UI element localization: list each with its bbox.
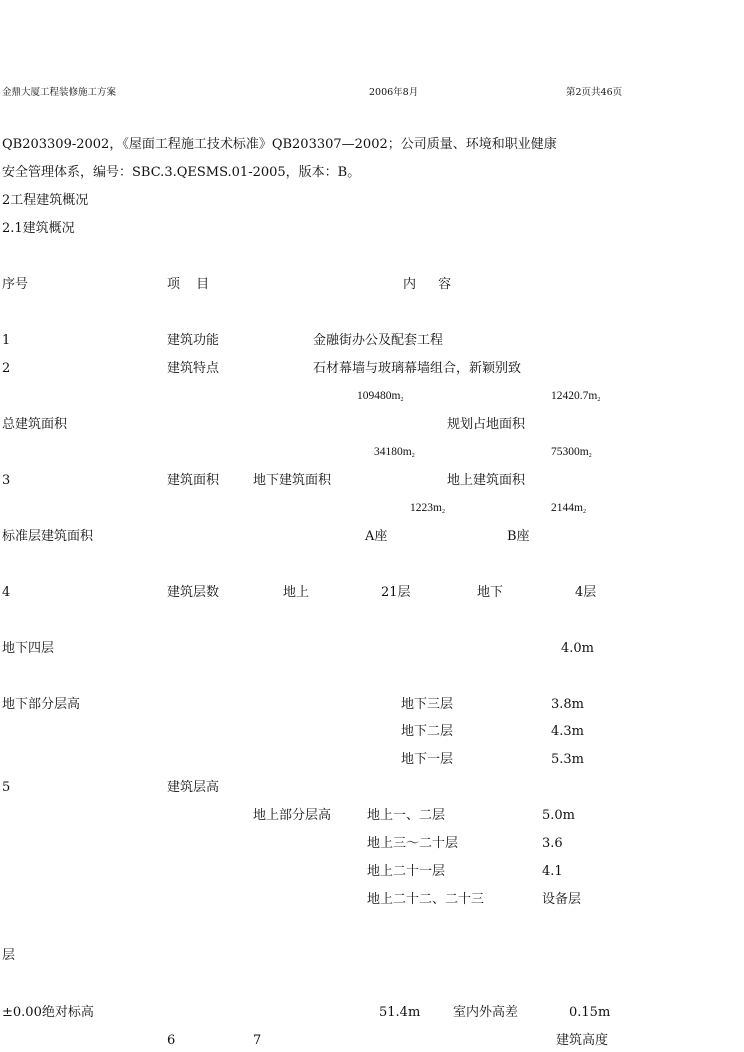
basement-1-label: 地下一层	[401, 752, 454, 767]
row-7-number: 7	[253, 1033, 262, 1048]
indoor-outdoor-diff-value: 0.15m	[569, 1005, 611, 1020]
basement-2-height: 4.3m	[551, 724, 585, 739]
floors-below-label: 地下	[477, 585, 504, 600]
tower-a-area-value: $1223m_2$	[410, 502, 445, 515]
floor-3-20-height: 3.6	[542, 836, 563, 851]
basement-4-height: 4.0m	[561, 641, 595, 656]
floors-above-label: 地上	[283, 585, 310, 600]
floor-3-20-label: 地上三～二十层	[367, 836, 459, 851]
building-height-label: 建筑高度	[556, 1033, 609, 1048]
basement-4-label: 地下四层	[2, 641, 55, 656]
tower-a-label: A座	[365, 529, 388, 544]
floors-below-value: 4层	[575, 585, 597, 600]
floor-22-23-label: 地上二十二、二十三	[367, 892, 485, 907]
header-date: 2006年8月	[369, 87, 419, 98]
basement-2-label: 地下二层	[401, 724, 454, 739]
floors-above-value: 21层	[381, 585, 411, 600]
header-page-number: 第2页共46页	[566, 87, 623, 98]
row-5-item: 建筑层高	[167, 780, 220, 795]
floor-22-23-value: 设备层	[542, 892, 582, 907]
row-1-number: 1	[2, 333, 11, 348]
basement-1-height: 5.3m	[551, 752, 585, 767]
row-1-item: 建筑功能	[167, 333, 220, 348]
floor-21-height: 4.1	[542, 864, 563, 879]
intro-line-1: QB203309-2002，《屋面工程施工技术标准》QB203307—2002；公司质量、环境和职业健康	[2, 137, 557, 152]
row-2-content: 石材幕墙与玻璃幕墙组合，新颖别致	[313, 361, 522, 376]
row-4-item: 建筑层数	[167, 585, 220, 600]
column-header-no: 序号	[2, 277, 29, 292]
floor-21-label: 地上二十一层	[367, 864, 446, 879]
underground-area-value: $34180m_2$	[374, 446, 415, 459]
column-header-item: 项 目	[167, 277, 210, 292]
header-project-name: 金鼎大厦工程装修施工方案	[2, 87, 117, 98]
total-area-label: 总建筑面积	[2, 417, 68, 432]
total-area-value: $109480m_2$	[357, 390, 404, 403]
row-4-number: 4	[2, 585, 11, 600]
intro-line-2: 安全管理体系，编号：SBC.3.QESMS.01-2005，版本：B。	[2, 165, 361, 180]
elevation-label: ±0.00绝对标高	[2, 1005, 94, 1020]
row-5-number: 5	[2, 780, 11, 795]
aboveground-area-label: 地上建筑面积	[447, 473, 526, 488]
indoor-outdoor-diff-label: 室内外高差	[453, 1005, 519, 1020]
row-3-item: 建筑面积	[167, 473, 220, 488]
floor-wrap-char: 层	[2, 948, 16, 963]
row-1-content: 金融街办公及配套工程	[313, 333, 444, 348]
column-header-content: 内 容	[403, 277, 452, 292]
tower-b-area-value: $2144m_2$	[551, 502, 586, 515]
section-heading: 2工程建筑概况	[2, 193, 89, 208]
standard-floor-area-label: 标准层建筑面积	[2, 529, 94, 544]
underground-area-label: 地下建筑面积	[253, 473, 332, 488]
plan-area-label: 规划占地面积	[447, 417, 526, 432]
basement-3-height: 3.8m	[551, 697, 585, 712]
basement-3-label: 地下三层	[401, 697, 454, 712]
row-2-item: 建筑特点	[167, 361, 220, 376]
row-2-number: 2	[2, 361, 11, 376]
below-heights-label: 地下部分层高	[2, 697, 81, 712]
floor-1-2-height: 5.0m	[542, 808, 576, 823]
tower-b-label: B座	[507, 529, 530, 544]
row-6-number: 6	[167, 1033, 176, 1048]
plan-area-value: $12420.7m_2$	[551, 390, 601, 403]
above-heights-label: 地上部分层高	[253, 808, 332, 823]
aboveground-area-value: $75300m_2$	[551, 446, 592, 459]
elevation-value: 51.4m	[379, 1005, 421, 1020]
floor-1-2-label: 地上一、二层	[367, 808, 446, 823]
subsection-heading: 2.1建筑概况	[2, 221, 75, 236]
row-3-number: 3	[2, 473, 11, 488]
